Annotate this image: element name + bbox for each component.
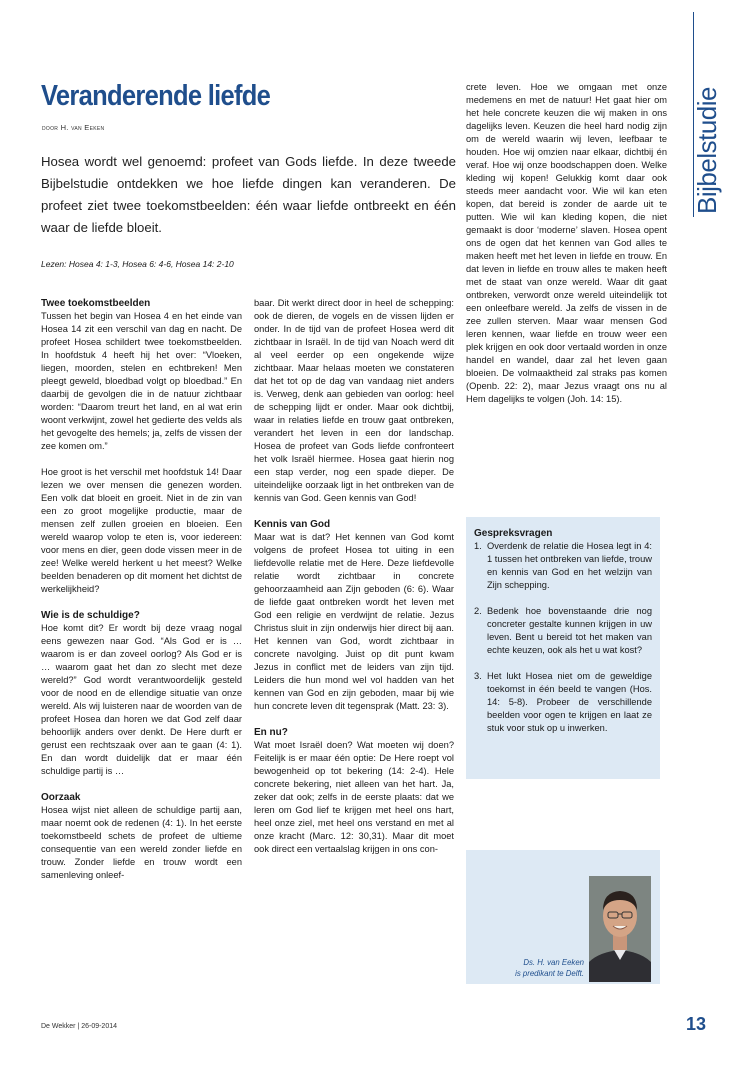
byline [42,123,104,132]
paragraph: Hoe komt dit? Er wordt bij deze vraag nogal eens gewezen naar God. “Als God er is … waarom is er dan zoveel oorlog? Als God er is … waarom gaat het dan zo slecht met deze wereld?” God wordt verantwoordelijk gesteld voor de nood en de ellendige situatie van onze wereld. Als wij luisteren naar de woorden van de profeet Hosea dan horen we dat God zelf daar behoorlijk anders over denkt. De Here durft er gerust een rechtszaak over aan te gaan (4: 1). En dan wordt duidelijk dat er maar één schuldige partij is … [41,623,242,776]
paragraph: Wat moet Israël doen? Wat moeten wij doen? Feitelijk is er maar één optie: De Here roept vol bewogenheid op tot bekering (14: 2-4). Hele concrete bekering, niet alleen van het hart. Ja, zeker dat ook; zelfs in de eerste plaats: dat we leren om God lief te krijgen met heel ons hart, heel onze ziel, met heel ons verstand en met al onze kracht (Marc. 12: 30,31). Maar dit moet ook direct een vertaalslag krijgen in ons con- [254,740,454,854]
section-heading: En nu? [254,727,288,738]
paragraph: crete leven. Hoe we omgaan met onze medemens en met de natuur! Het gaat hier om het hele concrete keuzen die wij maken in ons dagelijks leven. Keuzen die heel hard nodig zijn om de wereld waarin wij leven, leefbaar te houden. Hoe wij omzien naar elkaar, dichtbij én veraf. Hoe wij onze boodschappen doen. Welke kleding wij kopen! Gelukkig komt daar ook steeds meer aandacht voor. Wie wil kan eten kopen, dat bereid is zonder de aarde uit te putten. Wie wil kan kleding kopen, die niet gemaakt is door ‘moderne’ slaven. Hosea opent ons de ogen dat het kennen van God alles te maken heeft met het leven in liefde en trouw. En dat leven in liefde en trouw alles te maken heeft met de staat van onze wereld. Waar dit gaat ontbreken, verwordt onze wereld uiteindelijk tot een onleefbare wereld. Ja zelfs de vissen in de zee zullen sterven. Maar waar mensen God leren kennen, waar liefde en trouw weer een plek krijgen en ook door vertaald worden in onze handel en wandel, daar zal het leven gaan bloeien. De volmaaktheid zal straks pas komen (Openb. 22: 2), maar Jezus vraagt ons nu al Hem dagelijks te volgen (Joh. 14: 15). [466,82,667,404]
discussion-item [474,605,652,657]
discussion-questions-box [466,517,660,779]
column-2 [254,297,454,856]
discussion-list [474,540,652,735]
section-heading: Oorzaak [41,792,81,803]
item-number: 1. [474,541,482,551]
paragraph: baar. Dit werkt direct door in heel de schepping: ook de dieren, de vogels en de vissen lijden er onder. In de tijd van de profeet Hosea werd dit zichtbaar in Israël. In de tijd van Noach werd dit al veel eerder op een ongekende wijze zichtbaar. Maar helaas moeten we constateren dat het tot op de dag van vandaag niet anders is. Verweg, denk aan gebieden van oorlog: heel de schepping lijdt er onder. Maar ook dichtbij, waar in relaties liefde en trouw gaat ontbreken, verandert het leven in een dor landschap. Hosea de profeet van Gods liefde confronteert het volk Israël hiermee. Hosea gaat hierin nog een stap verder, nog een spade dieper. De uiteindelijke oorzaak ligt in het ontbreken van de kennis van God. Geen kennis van God! [254,298,454,503]
paragraph: Hosea wijst niet alleen de schuldige partij aan, maar noemt ook de redenen (4: 1). In het eerste toekomstbeeld schets de profeet de ultieme consequentie van een wereld zonder liefde en trouw. Zonder liefde en trouw wordt een samenleving onleef- [41,805,242,880]
section-heading: Kennis van God [254,519,331,530]
paragraph: Tussen het begin van Hosea 4 en het einde van Hosea 14 zit een verschil van dag en nacht. De profeet Hosea schildert twee toekomstbeelden. In hoofdstuk 4 heeft hij het over: “Vloeken, liegen, moorden, stelen en echtbreken! Men pleegt geweld, bloedbad volgt op bloedbad.” En daarbij de gevolgen die in de natuur zichtbaar worden: “Daarom treurt het land, en al wat erin woont verkwijnt, zowel het gedierte des velds als het gevogelte des hemels; ja, zelfs de vissen der zee komen om.” [41,311,242,451]
discussion-item [474,540,652,592]
page-number: 13 [686,1014,707,1034]
byline-author: H. van Eeken [60,123,105,132]
paragraph: Hoe groot is het verschil met hoofdstuk 14! Daar lezen we over mensen die genezen worden. Een volk dat bloeit en groeit. Niet in de zin van een zo groot mogelijke productie, maar de mensen zelf zullen groeien en bloeien. Een wereld waarop volop te eten is, voor iedereen: voor mens en dier, geen dode vissen meer in de zee! Welke wereld herkent u het meest? Welke beelden benaderen op dit moment het dichtst de werkelijkheid? [41,467,242,594]
column-1 [41,297,242,882]
section-label: Bijbelstudie [691,86,722,214]
photo-caption [470,957,584,979]
intro-paragraph: Hosea wordt wel genoemd: profeet van Gods liefde. In deze tweede Bijbelstudie ontdekken we hoe liefde dingen kan veranderen. De profeet ziet twee toekomstbeelden: één waar liefde ontbreekt en één waar de liefde bloeit. [41,154,456,235]
footer-source: De Wekker | 26-09-2014 [41,1023,118,1030]
byline-prefix: door [42,123,59,132]
column-3 [466,81,667,406]
paragraph: Maar wat is dat? Het kennen van God komt volgens de profeet Hosea tot uiting in een liefdevolle relatie met de Here. Deze liefdevolle relatie wordt zichtbaar in concrete gehoorzaamheid aan Zijn geboden (6: 6). Waar de liefde gaat ontbreken wordt het leven met God een religie en verdwijnt de relatie. Jezus Christus sluit in zijn onderwijs hier direct bij aan. Het kennen van God, wordt zichtbaar in concrete navolging. Juist op dit punt kwam Jezus in conflict met de leiders van zijn tijd. Leiders die hun mond wel vol hadden van het kennen van God en zijn geboden, maar bij wie hun concrete leven dit tegensprak (Matt. 23: 3). [254,532,454,711]
portrait-illustration [589,876,651,982]
item-number: 2. [474,606,482,616]
item-text: Het lukt Hosea niet om de geweldige toekomst in één beeld te vangen (Hos. 14: 5-8). Probeer de verschillende beelden voor ogen te krijgen en laat ze stuk voor stuk op u inwerken. [487,671,652,733]
section-heading: Wie is de schuldige? [41,610,140,621]
caption-role: is predikant te Delft. [515,969,584,978]
discussion-title: Gespreksvragen [474,528,553,539]
section-heading: Twee toekomstbeelden [41,298,151,309]
item-text: Overdenk de relatie die Hosea legt in 4: 1 tussen het ontbreken van liefde, trouw en kennis van God en het welzijn van Zijn schepping. [487,541,652,590]
author-portrait [589,876,651,982]
reading-reference: Lezen: Hosea 4: 1-3, Hosea 6: 4-6, Hosea 14: 2-10 [41,259,234,269]
item-number: 3. [474,671,482,681]
discussion-item [474,670,652,735]
article-title: Veranderende liefde [41,80,271,112]
caption-name: Ds. H. van Eeken [523,958,584,967]
item-text: Bedenk hoe bovenstaande drie nog concreter gestalte kunnen krijgen in uw leven. Bent u bereid tot het maken van echte keuzen, ook als het u wat kost? [487,606,652,655]
